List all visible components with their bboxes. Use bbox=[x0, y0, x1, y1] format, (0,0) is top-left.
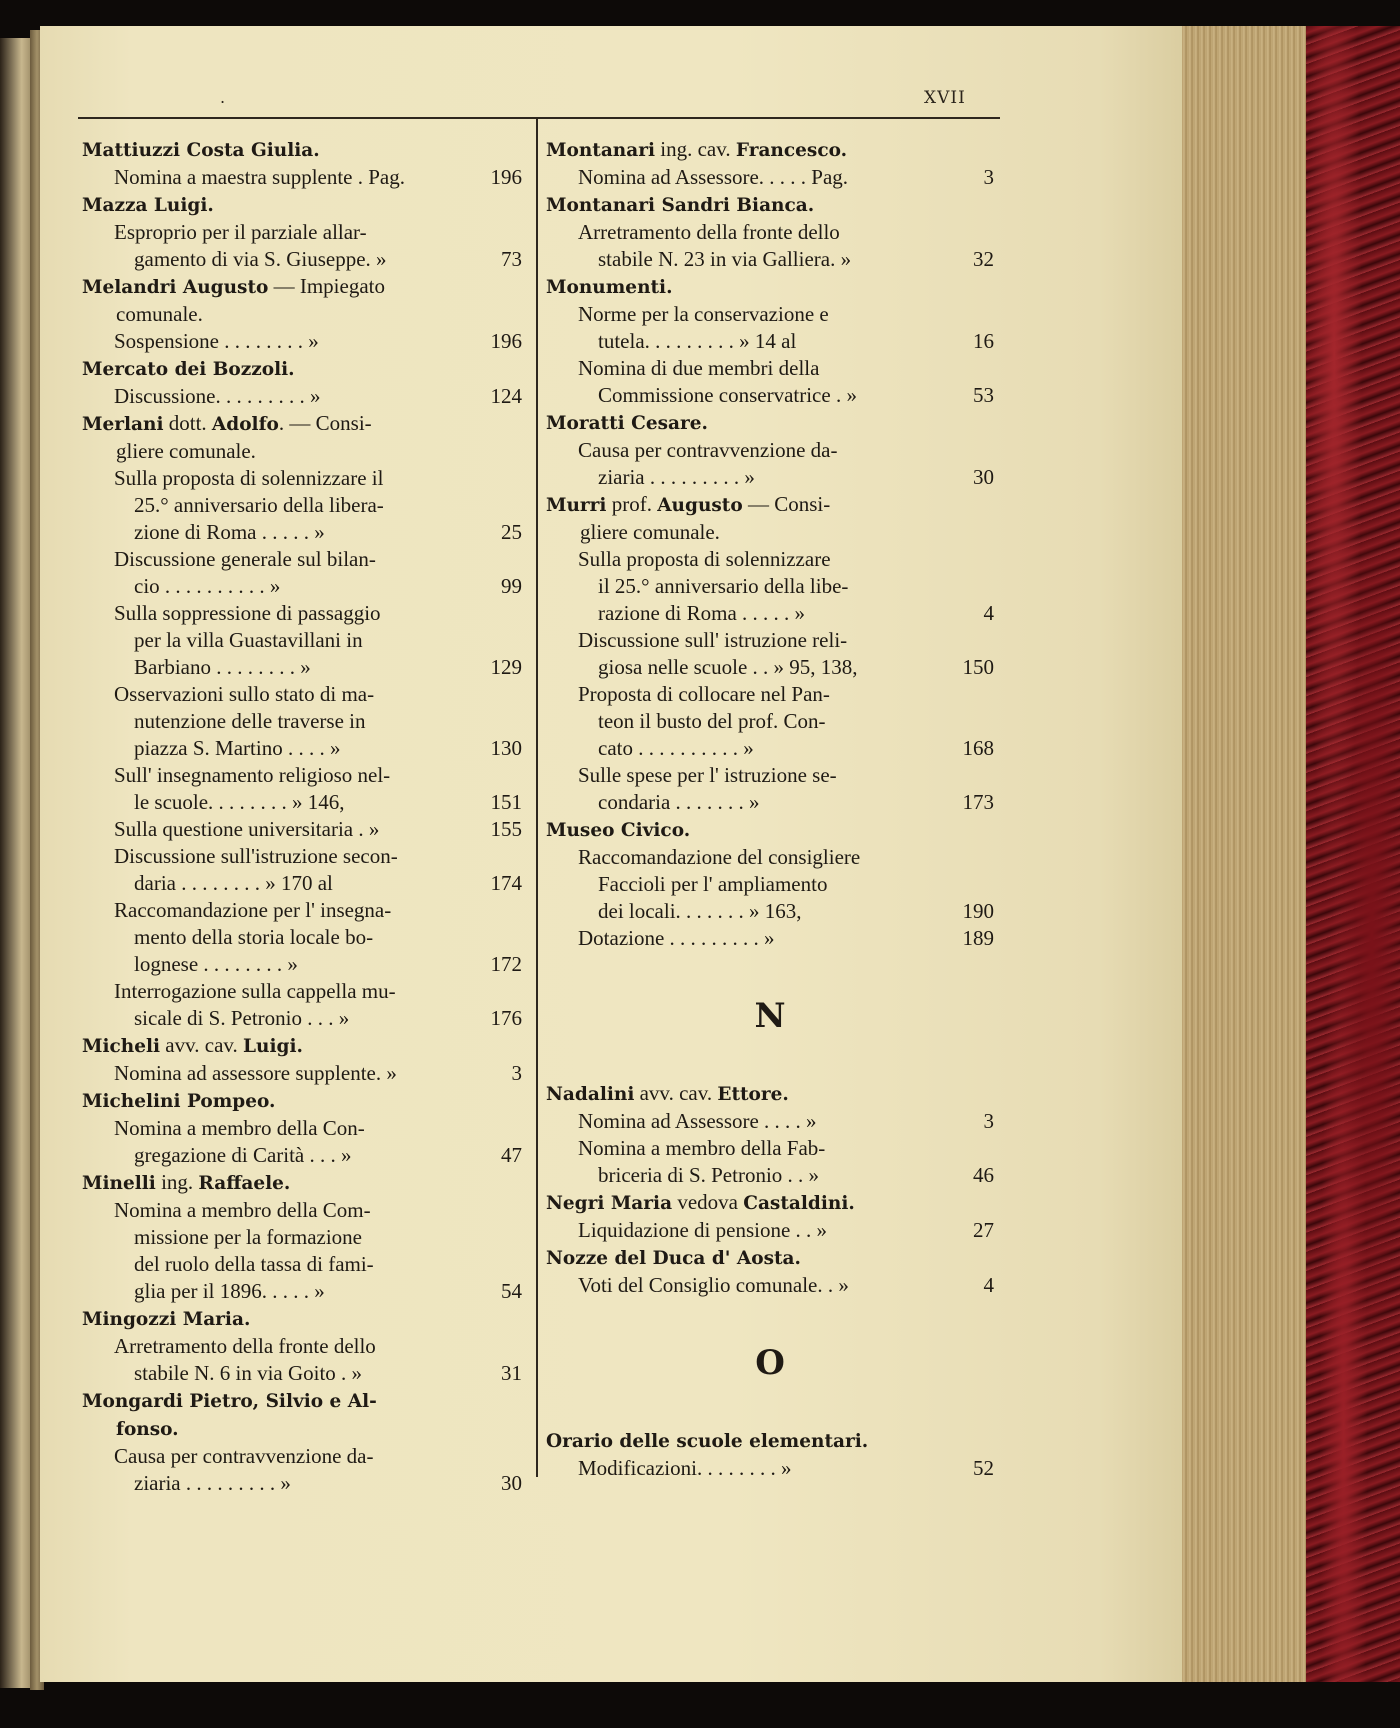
index-subentry bbox=[546, 844, 994, 925]
page-reference: 4 bbox=[983, 601, 994, 625]
page-reference: 54 bbox=[501, 1279, 522, 1303]
heading-text: ing. cav. bbox=[655, 137, 736, 161]
subentry-line bbox=[82, 735, 522, 762]
subentry-text: Nomina a membro della Com- bbox=[114, 1198, 371, 1222]
subentry-text: Nomina a membro della Fab- bbox=[578, 1136, 826, 1160]
page-reference: 30 bbox=[501, 1471, 522, 1495]
entry-heading bbox=[82, 1087, 522, 1115]
heading-text: prof. bbox=[606, 492, 658, 516]
index-subentry bbox=[546, 437, 994, 491]
subentry-line bbox=[546, 246, 994, 273]
index-subentry bbox=[546, 1455, 994, 1482]
heading-name: Francesco. bbox=[735, 140, 848, 161]
heading-name: Mattiuzzi Costa Giulia. bbox=[82, 140, 320, 161]
entry-heading bbox=[82, 1169, 522, 1197]
index-subentry bbox=[546, 301, 994, 355]
index-subentry bbox=[546, 164, 994, 191]
index-entry bbox=[546, 409, 994, 491]
index-subentry bbox=[546, 762, 994, 816]
heading-text: avv. cav. bbox=[160, 1033, 244, 1057]
subentry-line bbox=[546, 382, 994, 409]
index-subentry bbox=[82, 1115, 522, 1169]
subentry-line bbox=[82, 1005, 522, 1032]
subentry-text: il 25.° anniversario della libe- bbox=[598, 574, 849, 598]
index-entry bbox=[546, 1189, 994, 1244]
heading-name: Negri Maria bbox=[546, 1193, 673, 1214]
heading-name: Museo Civico. bbox=[546, 820, 691, 841]
heading-name: Moratti Cesare. bbox=[546, 413, 708, 434]
heading-text: vedova bbox=[672, 1190, 744, 1214]
heading-name: Ettore. bbox=[717, 1084, 789, 1105]
subentry-line bbox=[546, 573, 994, 600]
subentry-text: Dotazione . . . . . . . . . » bbox=[578, 926, 775, 950]
subentry-text: sicale di S. Petronio . . . » bbox=[134, 1006, 350, 1030]
page-reference: 3 bbox=[983, 1109, 994, 1133]
subentry-text: Sull' insegnamento religioso nel- bbox=[114, 763, 391, 787]
subentry-line bbox=[82, 1197, 522, 1224]
subentry-line bbox=[546, 654, 994, 681]
heading-name: Castaldini. bbox=[743, 1193, 855, 1214]
page-reference: 46 bbox=[973, 1163, 994, 1187]
marbled-cover-edge bbox=[1306, 26, 1400, 1682]
subentry-text: Faccioli per l' ampliamento bbox=[598, 872, 828, 896]
subentry-line bbox=[82, 654, 522, 681]
subentry-text: Interrogazione sulla cappella mu- bbox=[114, 979, 396, 1003]
entry-heading bbox=[82, 355, 522, 383]
heading-name: Mingozzi Maria. bbox=[82, 1309, 251, 1330]
subentry-line bbox=[546, 464, 994, 491]
subentry-text: Arretramento della fronte dello bbox=[114, 1334, 376, 1358]
page-reference: 151 bbox=[490, 790, 522, 814]
subentry-text: Nomina ad Assessore. . . . . Pag. bbox=[578, 165, 849, 189]
heading-name: Luigi. bbox=[243, 1036, 303, 1057]
subentry-text: piazza S. Martino . . . . » bbox=[134, 736, 341, 760]
index-entry bbox=[82, 191, 522, 273]
index-entry bbox=[82, 1032, 522, 1087]
subentry-line bbox=[546, 925, 994, 952]
index-subentry bbox=[82, 219, 522, 273]
subentry-line bbox=[546, 762, 994, 789]
subentry-line bbox=[82, 816, 522, 843]
index-subentry bbox=[82, 546, 522, 600]
subentry-line bbox=[82, 246, 522, 273]
page-reference: 32 bbox=[973, 247, 994, 271]
index-entry bbox=[82, 1305, 522, 1387]
index-subentry bbox=[82, 978, 522, 1032]
subentry-text: Discussione sull' istruzione reli- bbox=[578, 628, 848, 652]
subentry-text: per la villa Guastavillani in bbox=[134, 628, 363, 652]
subentry-line bbox=[82, 1115, 522, 1142]
heading-name: Adolfo bbox=[211, 414, 279, 435]
subentry-text: ziaria . . . . . . . . . » bbox=[134, 1471, 291, 1495]
index-subentry bbox=[82, 328, 522, 355]
entry-heading bbox=[82, 136, 522, 164]
index-entry bbox=[82, 410, 522, 1032]
left-index-column bbox=[82, 136, 522, 1497]
index-subentry bbox=[546, 1272, 994, 1299]
heading-text: ing. bbox=[155, 1170, 199, 1194]
heading-name: Minelli bbox=[82, 1173, 156, 1194]
subentry-line bbox=[82, 1224, 522, 1251]
index-entry bbox=[82, 273, 522, 355]
subentry-line bbox=[546, 355, 994, 382]
subentry-text: glia per il 1896. . . . . » bbox=[134, 1279, 325, 1303]
subentry-line bbox=[546, 600, 994, 627]
subentry-text: Causa per contravvenzione da- bbox=[578, 438, 838, 462]
entry-heading bbox=[82, 1032, 522, 1060]
subentry-text: Nomina ad assessore supplente. » bbox=[114, 1061, 397, 1085]
page-reference: 3 bbox=[983, 165, 994, 189]
entry-heading bbox=[546, 191, 994, 219]
index-entry bbox=[546, 1427, 994, 1482]
page-reference: 155 bbox=[490, 817, 522, 841]
page-reference: 190 bbox=[962, 899, 994, 923]
heading-continuation: gliere comunale. bbox=[116, 439, 256, 463]
index-subentry bbox=[546, 1217, 994, 1244]
index-subentry bbox=[546, 627, 994, 681]
subentry-text: Norme per la conservazione e bbox=[578, 302, 829, 326]
page-reference: 47 bbox=[501, 1143, 522, 1167]
heading-name: Orario delle scuole elementari. bbox=[546, 1431, 869, 1452]
subentry-text: razione di Roma . . . . . » bbox=[598, 601, 806, 625]
subentry-text: teon il busto del prof. Con- bbox=[598, 709, 826, 733]
index-entry bbox=[546, 273, 994, 409]
heading-name: Murri bbox=[546, 495, 607, 516]
heading-name: Merlani bbox=[82, 414, 164, 435]
entry-heading bbox=[82, 410, 522, 438]
subentry-line bbox=[82, 1278, 522, 1305]
heading-text: . — Consi- bbox=[278, 411, 372, 435]
section-letter: N bbox=[754, 996, 786, 1036]
heading-text: avv. cav. bbox=[634, 1081, 718, 1105]
heading-name: Nozze del Duca d' Aosta. bbox=[546, 1248, 801, 1269]
subentry-text: Nomina di due membri della bbox=[578, 356, 820, 380]
page-reference: 27 bbox=[973, 1218, 994, 1242]
subentry-text: Modificazioni. . . . . . . . » bbox=[578, 1456, 792, 1480]
subentry-line bbox=[82, 519, 522, 546]
subentry-text: Raccomandazione del consigliere bbox=[578, 845, 861, 869]
subentry-text: Voti del Consiglio comunale. . » bbox=[578, 1273, 849, 1297]
subentry-line bbox=[82, 627, 522, 654]
subentry-text: condaria . . . . . . . » bbox=[598, 790, 760, 814]
subentry-text: Discussione sull'istruzione secon- bbox=[114, 844, 398, 868]
heading-name: Mazza Luigi. bbox=[82, 195, 214, 216]
subentry-text: Barbiano . . . . . . . . » bbox=[134, 655, 311, 679]
index-subentry bbox=[82, 1443, 522, 1497]
subentry-line bbox=[82, 600, 522, 627]
heading-name: Mercato dei Bozzoli. bbox=[82, 359, 295, 380]
right-index-column bbox=[546, 136, 994, 1482]
subentry-line bbox=[546, 871, 994, 898]
page-reference: 172 bbox=[490, 952, 522, 976]
page-reference: 189 bbox=[962, 926, 994, 950]
index-subentry bbox=[546, 219, 994, 273]
subentry-text: Nomina a maestra supplente . Pag. bbox=[114, 165, 406, 189]
subentry-line bbox=[546, 708, 994, 735]
subentry-text: Sulla soppressione di passaggio bbox=[114, 601, 381, 625]
page-reference: 173 bbox=[962, 790, 994, 814]
subentry-line bbox=[546, 1217, 994, 1244]
subentry-text: Nomina ad Assessore . . . . » bbox=[578, 1109, 817, 1133]
subentry-line bbox=[82, 1142, 522, 1169]
subentry-text: Nomina a membro della Con- bbox=[114, 1116, 365, 1140]
entry-heading bbox=[546, 136, 994, 164]
page-reference: 124 bbox=[490, 384, 522, 408]
subentry-text: cio . . . . . . . . . . » bbox=[134, 574, 281, 598]
page-reference: 150 bbox=[962, 655, 994, 679]
subentry-text: daria . . . . . . . . » 170 al bbox=[134, 871, 333, 895]
page-reference: 168 bbox=[962, 736, 994, 760]
subentry-text: lognese . . . . . . . . » bbox=[134, 952, 298, 976]
subentry-line bbox=[546, 1135, 994, 1162]
entry-heading bbox=[546, 1427, 994, 1455]
heading-name: Micheli bbox=[82, 1036, 161, 1057]
subentry-text: Esproprio per il parziale allar- bbox=[114, 220, 367, 244]
subentry-line bbox=[82, 465, 522, 492]
subentry-text: Sulla proposta di solennizzare bbox=[578, 547, 831, 571]
heading-text: — Consi- bbox=[742, 492, 831, 516]
heading-continuation: comunale. bbox=[116, 302, 203, 326]
subentry-text: Proposta di collocare nel Pan- bbox=[578, 682, 830, 706]
heading-name: Montanari bbox=[546, 140, 656, 161]
index-entry bbox=[546, 1080, 994, 1189]
index-subentry bbox=[82, 843, 522, 897]
index-entry bbox=[546, 191, 994, 273]
subentry-text: stabile N. 23 in via Galliera. » bbox=[598, 247, 852, 271]
subentry-line bbox=[82, 492, 522, 519]
subentry-line bbox=[82, 762, 522, 789]
index-entry bbox=[82, 136, 522, 191]
subentry-text: Sospensione . . . . . . . . » bbox=[114, 329, 319, 353]
header-rule bbox=[78, 117, 1000, 119]
subentry-text: Sulle spese per l' istruzione se- bbox=[578, 763, 837, 787]
subentry-line bbox=[546, 301, 994, 328]
entry-heading bbox=[82, 273, 522, 301]
page-reference: 52 bbox=[973, 1456, 994, 1480]
index-subentry bbox=[82, 383, 522, 410]
entry-heading bbox=[546, 273, 994, 301]
subentry-line bbox=[82, 1443, 522, 1470]
subentry-text: Sulla questione universitaria . » bbox=[114, 817, 380, 841]
subentry-text: Causa per contravvenzione da- bbox=[114, 1444, 374, 1468]
subentry-line bbox=[82, 789, 522, 816]
heading-name: Mongardi Pietro, Silvio e Al- bbox=[82, 1391, 377, 1412]
heading-name: Michelini Pompeo. bbox=[82, 1091, 276, 1112]
heading-name: Augusto bbox=[657, 495, 743, 516]
subentry-line bbox=[546, 328, 994, 355]
subentry-line bbox=[546, 735, 994, 762]
index-entry bbox=[82, 1087, 522, 1169]
index-entry bbox=[546, 1244, 994, 1299]
subentry-line bbox=[82, 951, 522, 978]
subentry-line bbox=[82, 328, 522, 355]
heading-name: Nadalini bbox=[546, 1084, 635, 1105]
index-subentry bbox=[82, 816, 522, 843]
subentry-line bbox=[82, 681, 522, 708]
index-subentry bbox=[82, 1060, 522, 1087]
page-reference: 4 bbox=[983, 1273, 994, 1297]
index-subentry bbox=[82, 681, 522, 762]
page-reference: 31 bbox=[501, 1361, 522, 1385]
page-reference: 196 bbox=[490, 165, 522, 189]
subentry-text: Liquidazione di pensione . . » bbox=[578, 1218, 828, 1242]
subentry-text: le scuole. . . . . . . . » 146, bbox=[134, 790, 345, 814]
subentry-line bbox=[82, 1360, 522, 1387]
subentry-line bbox=[82, 383, 522, 410]
heading-name: Melandri Augusto bbox=[82, 277, 269, 298]
index-subentry bbox=[82, 465, 522, 546]
index-entry bbox=[546, 491, 994, 816]
subentry-text: Osservazioni sullo stato di ma- bbox=[114, 682, 375, 706]
subentry-line bbox=[82, 870, 522, 897]
subentry-line bbox=[546, 844, 994, 871]
entry-heading bbox=[546, 409, 994, 437]
index-subentry bbox=[546, 1135, 994, 1189]
page-reference: 3 bbox=[511, 1061, 522, 1085]
index-subentry bbox=[82, 897, 522, 978]
subentry-line bbox=[82, 1333, 522, 1360]
subentry-text: Sulla proposta di solennizzare il bbox=[114, 466, 384, 490]
subentry-line bbox=[82, 708, 522, 735]
subentry-text: Raccomandazione per l' insegna- bbox=[114, 898, 392, 922]
subentry-line bbox=[546, 1455, 994, 1482]
index-entry bbox=[82, 355, 522, 410]
page-reference: 176 bbox=[490, 1006, 522, 1030]
heading-text: dott. bbox=[163, 411, 212, 435]
page-reference: 25 bbox=[501, 520, 522, 544]
index-subentry bbox=[546, 1108, 994, 1135]
subentry-line bbox=[546, 164, 994, 191]
entry-heading bbox=[546, 1244, 994, 1272]
heading-name: Montanari Sandri Bianca. bbox=[546, 195, 815, 216]
index-subentry bbox=[82, 762, 522, 816]
page-reference: 196 bbox=[490, 329, 522, 353]
heading-name: Raffaele. bbox=[198, 1173, 291, 1194]
subentry-text: Discussione. . . . . . . . . » bbox=[114, 384, 321, 408]
subentry-text: Commissione conservatrice . » bbox=[598, 383, 857, 407]
subentry-text: stabile N. 6 in via Goito . » bbox=[134, 1361, 363, 1385]
entry-heading bbox=[82, 1305, 522, 1333]
entry-heading bbox=[82, 191, 522, 219]
column-divider bbox=[536, 117, 538, 1477]
entry-heading bbox=[82, 1387, 522, 1415]
heading-continuation bbox=[82, 1415, 522, 1443]
index-entry bbox=[82, 1169, 522, 1305]
page-reference: 53 bbox=[973, 383, 994, 407]
page-reference: 130 bbox=[490, 736, 522, 760]
subentry-text: ziaria . . . . . . . . . » bbox=[598, 465, 755, 489]
index-subentry bbox=[82, 1197, 522, 1305]
subentry-line bbox=[82, 164, 522, 191]
subentry-line bbox=[546, 437, 994, 464]
subentry-line bbox=[546, 789, 994, 816]
subentry-text: 25.° anniversario della libera- bbox=[134, 493, 384, 517]
subentry-line bbox=[546, 1108, 994, 1135]
subentry-text: cato . . . . . . . . . . » bbox=[598, 736, 754, 760]
subentry-text: briceria di S. Petronio . . » bbox=[598, 1163, 820, 1187]
subentry-line bbox=[82, 573, 522, 600]
heading-continuation: gliere comunale. bbox=[580, 520, 720, 544]
page-reference: 99 bbox=[501, 574, 522, 598]
subentry-line bbox=[546, 546, 994, 573]
heading-name: Monumenti. bbox=[546, 277, 673, 298]
subentry-line bbox=[82, 546, 522, 573]
index-subentry bbox=[546, 925, 994, 952]
index-subentry bbox=[546, 681, 994, 762]
page-reference: 30 bbox=[973, 465, 994, 489]
index-entry bbox=[546, 136, 994, 191]
subentry-line bbox=[82, 1060, 522, 1087]
subentry-text: giosa nelle scuole . . » 95, 138, bbox=[598, 655, 858, 679]
index-subentry bbox=[546, 355, 994, 409]
entry-heading bbox=[546, 491, 994, 519]
subentry-text: del ruolo della tassa di fami- bbox=[134, 1252, 374, 1276]
page-number: XVII bbox=[924, 88, 966, 108]
subentry-line bbox=[546, 219, 994, 246]
subentry-text: Arretramento della fronte dello bbox=[578, 220, 840, 244]
subentry-text: tutela. . . . . . . . . » 14 al bbox=[598, 329, 797, 353]
subentry-text: gamento di via S. Giuseppe. » bbox=[134, 247, 387, 271]
index-subentry bbox=[82, 164, 522, 191]
page-reference: 73 bbox=[501, 247, 522, 271]
index-subentry bbox=[546, 546, 994, 627]
heading-name: fonso. bbox=[116, 1419, 179, 1440]
subentry-line bbox=[82, 219, 522, 246]
entry-heading bbox=[546, 1189, 994, 1217]
subentry-line bbox=[82, 843, 522, 870]
subentry-text: Discussione generale sul bilan- bbox=[114, 547, 376, 571]
entry-heading bbox=[546, 1080, 994, 1108]
subentry-line bbox=[546, 627, 994, 654]
entry-heading bbox=[546, 816, 994, 844]
subentry-text: gregazione di Carità . . . » bbox=[134, 1143, 352, 1167]
page-stack-edges bbox=[1182, 26, 1310, 1682]
index-entry bbox=[546, 816, 994, 952]
subentry-line bbox=[82, 978, 522, 1005]
index-subentry bbox=[82, 600, 522, 681]
page-reference: 174 bbox=[490, 871, 522, 895]
subentry-text: missione per la formazione bbox=[134, 1225, 363, 1249]
header-dot: . bbox=[220, 88, 226, 107]
subentry-line bbox=[82, 1470, 522, 1497]
subentry-line bbox=[546, 1162, 994, 1189]
subentry-text: zione di Roma . . . . . » bbox=[134, 520, 325, 544]
subentry-text: nutenzione delle traverse in bbox=[134, 709, 366, 733]
subentry-line bbox=[82, 924, 522, 951]
page-reference: 129 bbox=[490, 655, 522, 679]
page-reference: 16 bbox=[973, 329, 994, 353]
subentry-line bbox=[546, 1272, 994, 1299]
index-entry bbox=[82, 1387, 522, 1497]
subentry-text: mento della storia locale bo- bbox=[134, 925, 374, 949]
subentry-line bbox=[546, 898, 994, 925]
subentry-line bbox=[82, 897, 522, 924]
index-subentry bbox=[82, 1333, 522, 1387]
subentry-line bbox=[546, 681, 994, 708]
heading-text: — Impiegato bbox=[268, 274, 385, 298]
section-letter: O bbox=[755, 1343, 785, 1383]
subentry-text: dei locali. . . . . . . » 163, bbox=[598, 899, 802, 923]
subentry-line bbox=[82, 1251, 522, 1278]
